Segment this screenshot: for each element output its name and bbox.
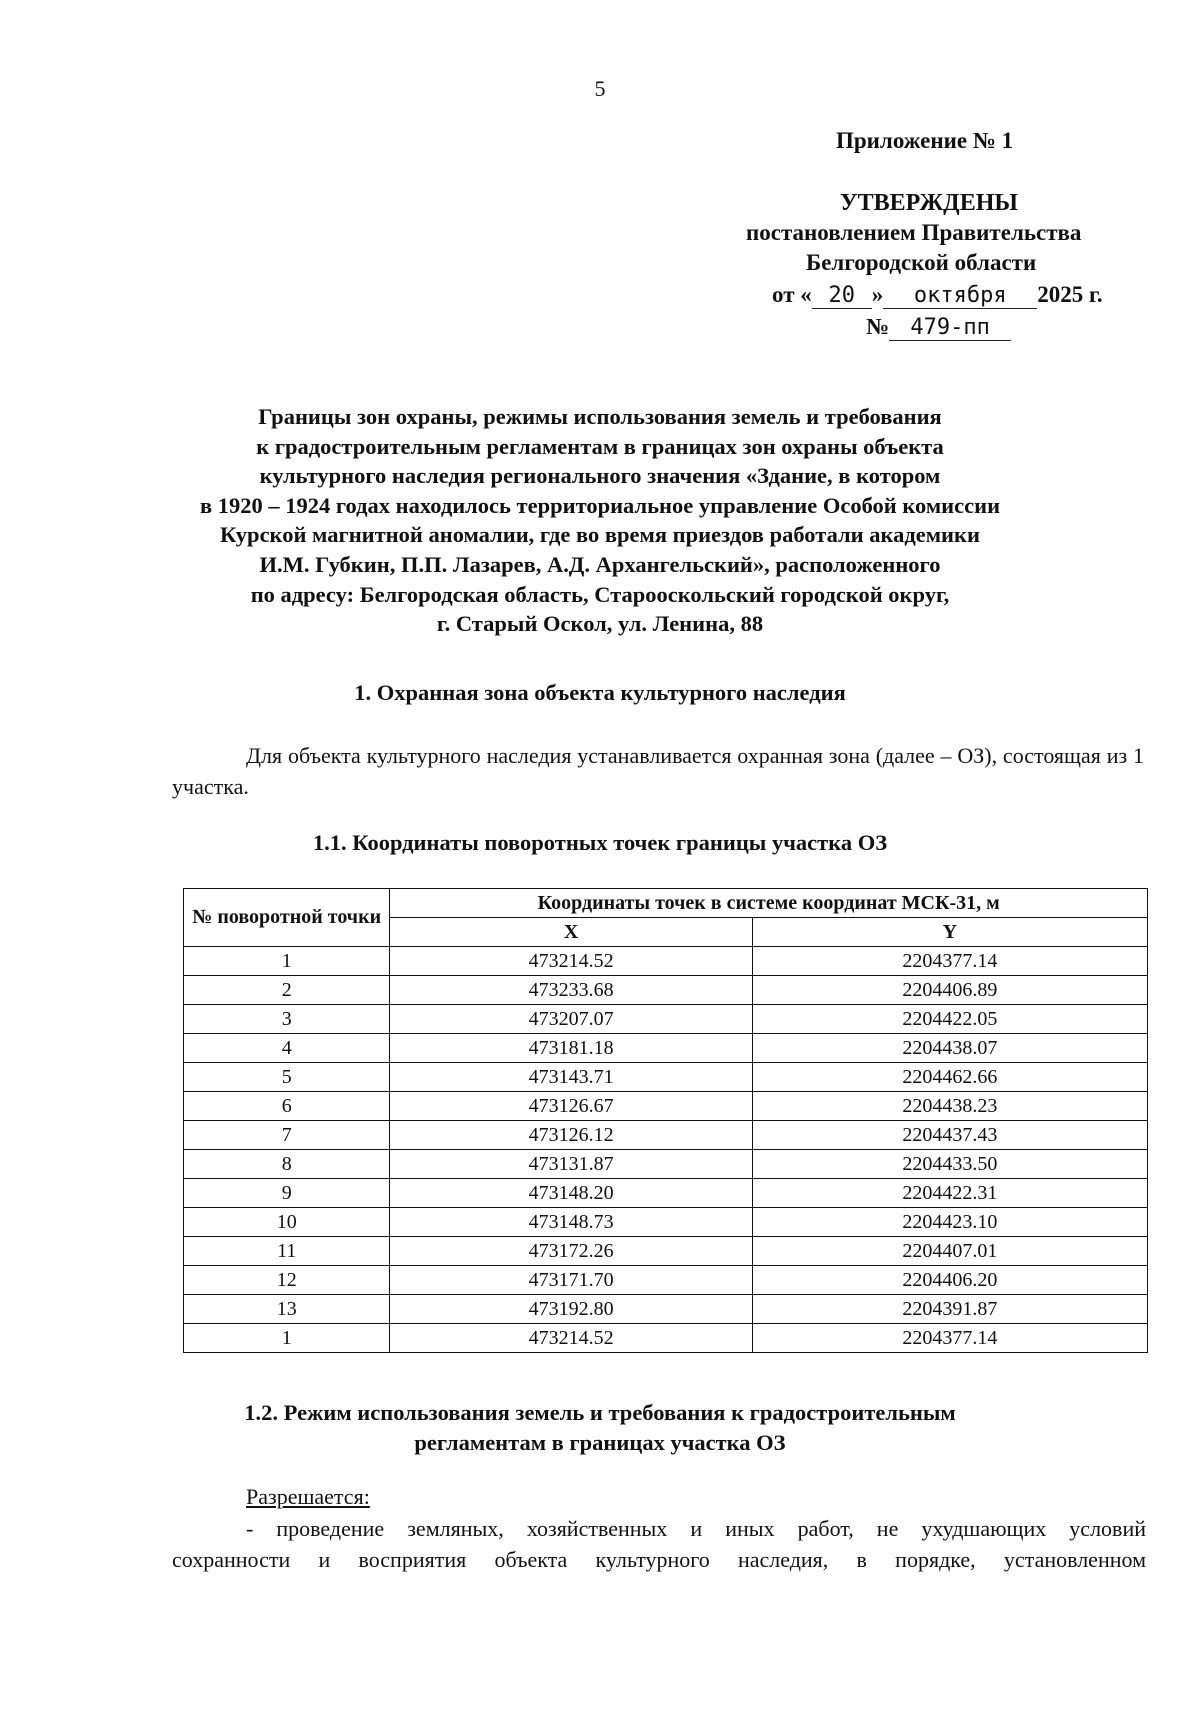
cell-point: 13: [184, 1295, 390, 1324]
cell-point: 5: [184, 1063, 390, 1092]
title-line: по адресу: Белгородская область, Старооскольский городской округ,: [250, 581, 950, 607]
cell-y: 2204438.23: [752, 1092, 1147, 1121]
section-1-1-heading: 1.1. Координаты поворотных точек границы участка ОЗ: [312, 830, 888, 855]
date-quote-close: »: [871, 282, 884, 307]
cell-x: 473126.67: [390, 1092, 752, 1121]
coordinates-table-body: [184, 947, 1148, 1353]
date-prefix: от «: [772, 282, 812, 307]
cell-y: 2204377.14: [752, 947, 1147, 976]
table-row: [184, 1005, 1148, 1034]
date-year: 2025 г.: [1037, 282, 1103, 307]
cell-point: 3: [184, 1005, 390, 1034]
cell-point: 4: [184, 1034, 390, 1063]
cell-x: 473148.20: [390, 1179, 752, 1208]
section-1-2-heading: [0, 1398, 1200, 1458]
cell-y: 2204377.14: [752, 1324, 1147, 1353]
cell-x: 473192.80: [390, 1295, 752, 1324]
cell-x: 473172.26: [390, 1237, 752, 1266]
cell-point: 7: [184, 1121, 390, 1150]
cell-y: 2204422.05: [752, 1005, 1147, 1034]
cell-x: 473171.70: [390, 1266, 752, 1295]
section-1-2-heading-line: 1.2. Режим использования земель и требования к градостроительным: [244, 1400, 956, 1425]
table-row: [184, 1063, 1148, 1092]
number-prefix: №: [866, 314, 890, 339]
cell-x: 473126.12: [390, 1121, 752, 1150]
cell-point: 12: [184, 1266, 390, 1295]
date-day: 20: [812, 284, 872, 309]
title-line: Курской магнитной аномалии, где во время приездов работали академики: [220, 522, 980, 548]
title-line: к градостроительным регламентам в границах зон охраны объекта: [256, 433, 944, 459]
table-row: [184, 976, 1148, 1005]
cell-point: 1: [184, 1324, 390, 1353]
table-row: [184, 1237, 1148, 1266]
cell-x: 473131.87: [390, 1150, 752, 1179]
table-row: [184, 1150, 1148, 1179]
cell-y: 2204423.10: [752, 1208, 1147, 1237]
cell-y: 2204462.66: [752, 1063, 1147, 1092]
number-value: 479-пп: [889, 316, 1011, 341]
table-row: [184, 1266, 1148, 1295]
cell-y: 2204422.31: [752, 1179, 1147, 1208]
cell-x: 473233.68: [390, 976, 752, 1005]
cell-y: 2204438.07: [752, 1034, 1147, 1063]
cell-y: 2204406.89: [752, 976, 1147, 1005]
header-coordinates: Координаты точек в системе координат МСК-31, м: [390, 889, 1148, 918]
table-row: [184, 1324, 1148, 1353]
cell-x: 473207.07: [390, 1005, 752, 1034]
cell-point: 2: [184, 976, 390, 1005]
header-y: Y: [752, 918, 1147, 947]
cell-point: 1: [184, 947, 390, 976]
cell-y: 2204437.43: [752, 1121, 1147, 1150]
title-line: И.М. Губкин, П.П. Лазарев, А.Д. Архангельский», расположенного: [259, 551, 941, 577]
coordinates-table: [183, 888, 1148, 1353]
table-row: [184, 1208, 1148, 1237]
table-row: [184, 1034, 1148, 1063]
cell-point: 9: [184, 1179, 390, 1208]
cell-y: 2204391.87: [752, 1295, 1147, 1324]
cell-y: 2204433.50: [752, 1150, 1147, 1179]
title-line: в 1920 – 1924 годах находилось территориальное управление Особой комиссии: [199, 492, 1001, 518]
approved-label: УТВЕРЖДЕНЫ: [840, 190, 1018, 216]
cell-point: 8: [184, 1150, 390, 1179]
cell-x: 473181.18: [390, 1034, 752, 1063]
title-line: г. Старый Оскол, ул. Ленина, 88: [436, 611, 764, 637]
allowed-item: [172, 1513, 1146, 1575]
cell-point: 10: [184, 1208, 390, 1237]
page-number: 5: [594, 76, 606, 101]
cell-point: 11: [184, 1237, 390, 1266]
allowed-item-line: сохранности и восприятия объекта культурного наследия, в порядке, установленном: [172, 1547, 1146, 1572]
cell-point: 6: [184, 1092, 390, 1121]
section-1-2-heading-line: регламентам в границах участка ОЗ: [414, 1430, 786, 1455]
cell-x: 473148.73: [390, 1208, 752, 1237]
table-row: [184, 1121, 1148, 1150]
section-1-heading: 1. Охранная зона объекта культурного наследия: [354, 680, 846, 705]
cell-x: 473143.71: [390, 1063, 752, 1092]
section-1-paragraph: [172, 740, 1144, 802]
table-row: [184, 1295, 1148, 1324]
cell-x: 473214.52: [390, 947, 752, 976]
date-month: октября: [883, 284, 1037, 309]
section-1-paragraph-text: Для объекта культурного наследия устанавливается охранная зона (далее – ОЗ), состоящая из 1 участка.: [172, 743, 1144, 799]
document-title: [100, 402, 1100, 639]
decree-number: [866, 314, 1011, 341]
allowed-label: Разрешается:: [246, 1484, 370, 1509]
header-point-number: № поворотной точки: [184, 889, 390, 947]
decree-date: [772, 282, 1103, 309]
table-row: [184, 1179, 1148, 1208]
cell-y: 2204407.01: [752, 1237, 1147, 1266]
region-label: Белгородской области: [806, 250, 1037, 275]
header-x: X: [390, 918, 752, 947]
allowed-item-line: - проведение земляных, хозяйственных и иных работ, не ухудшающих условий: [246, 1516, 1146, 1541]
cell-x: 473214.52: [390, 1324, 752, 1353]
table-row: [184, 1092, 1148, 1121]
appendix-label: Приложение № 1: [836, 128, 1014, 153]
table-row: [184, 947, 1148, 976]
title-line: Границы зон охраны, режимы использования земель и требования: [258, 404, 942, 429]
title-line: культурного наследия регионального значения «Здание, в котором: [259, 463, 941, 489]
decree-label: постановлением Правительства: [746, 220, 1082, 245]
cell-y: 2204406.20: [752, 1266, 1147, 1295]
